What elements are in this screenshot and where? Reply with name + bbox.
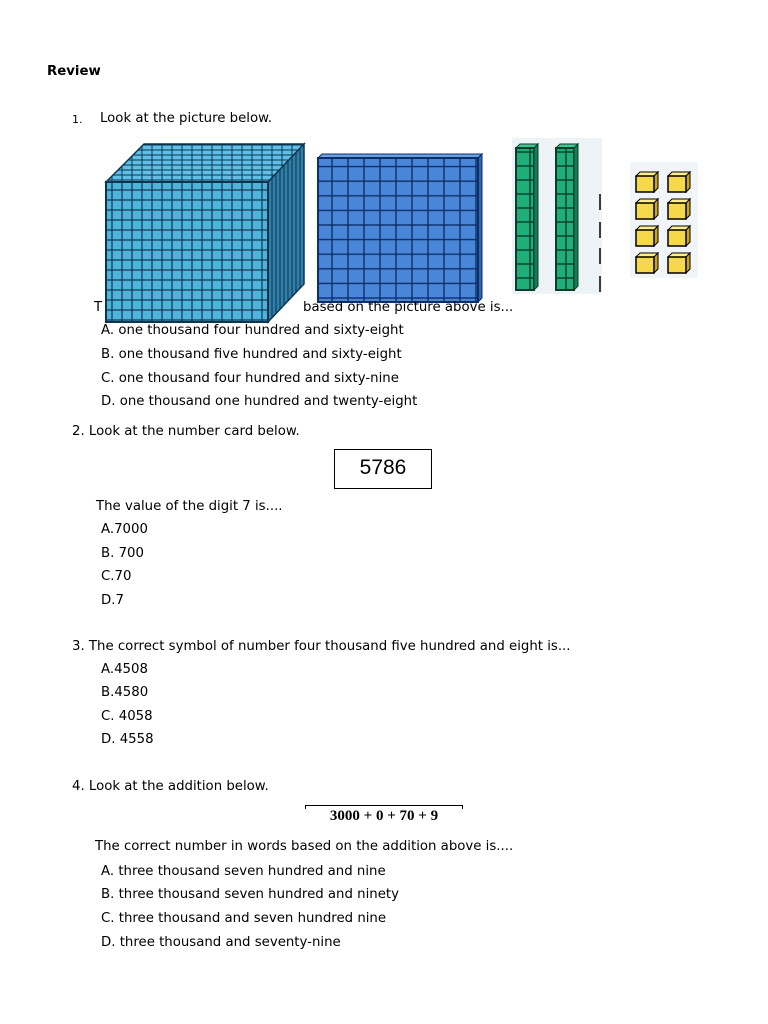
q3-option-a[interactable]: A.4508 xyxy=(101,662,148,677)
addition-expression: 3000 + 0 + 70 + 9 xyxy=(305,805,463,826)
q2-option-b[interactable]: B. 700 xyxy=(101,546,144,561)
q2-option-a[interactable]: A.7000 xyxy=(101,522,148,537)
q4-stem: The correct number in words based on the addition above is.... xyxy=(95,839,514,854)
q4-option-c[interactable]: C. three thousand and seven hundred nine xyxy=(101,911,387,926)
number-card: 5786 xyxy=(334,449,432,489)
ten-rods-image xyxy=(512,138,604,294)
q1-option-a[interactable]: A. one thousand four hundred and sixty-eight xyxy=(101,323,404,338)
q4-option-d[interactable]: D. three thousand and seventy-nine xyxy=(101,935,341,950)
q1-number: 1. xyxy=(72,113,83,126)
thousand-cube-image xyxy=(102,140,306,324)
q3-option-c[interactable]: C. 4058 xyxy=(101,709,153,724)
hundred-flat-image xyxy=(316,152,484,304)
q2-stem: The value of the digit 7 is.... xyxy=(96,499,283,514)
q2-prompt: 2. Look at the number card below. xyxy=(72,424,300,439)
q2-option-d[interactable]: D.7 xyxy=(101,593,124,608)
q1-option-d[interactable]: D. one thousand one hundred and twenty-eight xyxy=(101,394,418,409)
one-cubes-image xyxy=(630,162,698,278)
q2-option-c[interactable]: C.70 xyxy=(101,569,132,584)
q1-option-b[interactable]: B. one thousand five hundred and sixty-eight xyxy=(101,347,402,362)
q4-option-a[interactable]: A. three thousand seven hundred and nine xyxy=(101,864,386,879)
q1-stem-end: based on the picture above is... xyxy=(303,300,514,315)
q1-prompt: Look at the picture below. xyxy=(100,111,273,126)
q3-option-d[interactable]: D. 4558 xyxy=(101,732,154,747)
q1-option-c[interactable]: C. one thousand four hundred and sixty-nine xyxy=(101,371,399,386)
q3-option-b[interactable]: B.4580 xyxy=(101,685,149,700)
q4-option-b[interactable]: B. three thousand seven hundred and ninety xyxy=(101,887,399,902)
review-heading: Review xyxy=(47,64,101,79)
q4-prompt: 4. Look at the addition below. xyxy=(72,779,269,794)
q1-stem-start: T xyxy=(94,300,103,315)
q3-prompt: 3. The correct symbol of number four thousand five hundred and eight is... xyxy=(72,639,571,654)
